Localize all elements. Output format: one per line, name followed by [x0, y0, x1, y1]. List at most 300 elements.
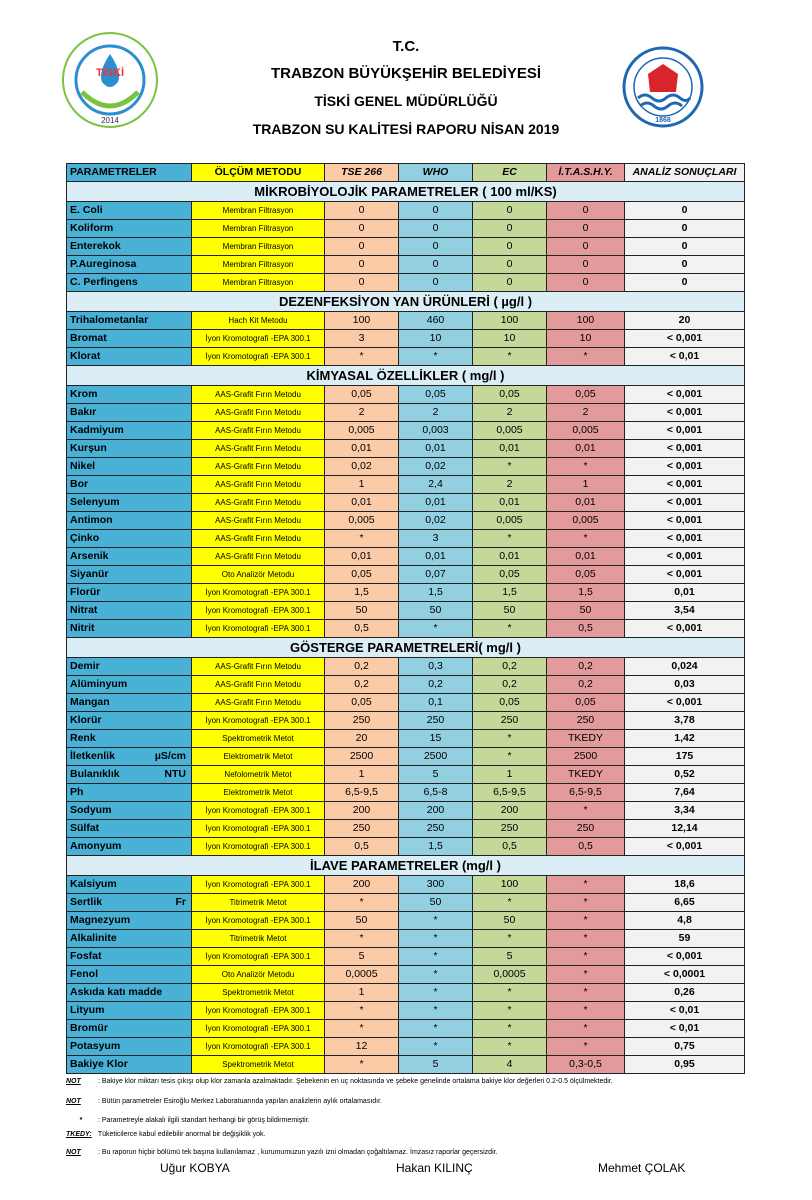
note-label: NOT	[66, 1098, 81, 1105]
tse-cell: 0	[325, 238, 399, 256]
parameter-cell	[67, 530, 192, 548]
parameter-cell	[67, 476, 192, 494]
parameter-cell	[67, 712, 192, 730]
parameter-cell	[67, 838, 192, 856]
column-header: ÖLÇÜM METODU	[192, 164, 325, 182]
result-cell: 20	[625, 312, 745, 330]
method-cell: İyon Kromotografi -EPA 300.1	[192, 584, 325, 602]
who-cell: 0,05	[399, 386, 473, 404]
who-cell: 5	[399, 766, 473, 784]
parameter-name: Sertlik	[70, 896, 103, 908]
who-cell: *	[399, 912, 473, 930]
result-cell: < 0,001	[625, 404, 745, 422]
parameter-name: Bor	[70, 478, 89, 490]
method-cell: Oto Analizör Metodu	[192, 566, 325, 584]
itashy-cell: 0,5	[547, 620, 625, 638]
note-label: TKEDY:	[66, 1131, 92, 1138]
result-cell: 18,6	[625, 876, 745, 894]
table-row	[67, 548, 745, 566]
result-cell: 3,54	[625, 602, 745, 620]
result-cell: 0,52	[625, 766, 745, 784]
method-cell: Membran Filtrasyon	[192, 220, 325, 238]
parameter-name: Sodyum	[70, 804, 112, 816]
parameter-name: Sülfat	[70, 822, 100, 834]
result-cell: 7,64	[625, 784, 745, 802]
parameter-cell	[67, 912, 192, 930]
parameter-cell	[67, 494, 192, 512]
column-header: PARAMETRELER	[67, 164, 192, 182]
itashy-cell: *	[547, 1002, 625, 1020]
who-cell: 0,01	[399, 548, 473, 566]
ec-cell: *	[473, 530, 547, 548]
method-cell: AAS-Grafit Fırın Metodu	[192, 676, 325, 694]
parameter-name: Askıda katı madde	[70, 986, 163, 998]
itashy-cell: 0,01	[547, 440, 625, 458]
parameter-name: Enterekok	[70, 240, 121, 252]
logo-left-name: TİSKİ	[95, 67, 125, 79]
parameter-unit: µS/cm	[154, 750, 186, 762]
result-cell: < 0,001	[625, 494, 745, 512]
ec-cell: 250	[473, 712, 547, 730]
who-cell: 1,5	[399, 584, 473, 602]
tse-cell: 0,05	[325, 386, 399, 404]
result-cell: < 0,001	[625, 476, 745, 494]
who-cell: 0,01	[399, 440, 473, 458]
who-cell: 460	[399, 312, 473, 330]
who-cell: 15	[399, 730, 473, 748]
section-title: MİKROBİYOLOJİK PARAMETRELER ( 100 ml/KS)	[67, 182, 745, 202]
method-cell: AAS-Grafit Fırın Metodu	[192, 694, 325, 712]
who-cell: 250	[399, 820, 473, 838]
ec-cell: 0,2	[473, 658, 547, 676]
itashy-cell: 0,05	[547, 566, 625, 584]
itashy-cell: 2	[547, 404, 625, 422]
tse-cell: 0,02	[325, 458, 399, 476]
ec-cell: 0,01	[473, 548, 547, 566]
table-row	[67, 730, 745, 748]
parameter-cell	[67, 676, 192, 694]
method-cell: İyon Kromotografi -EPA 300.1	[192, 876, 325, 894]
signature-3: Mehmet ÇOLAK	[598, 1161, 686, 1175]
note-label: NOT	[66, 1149, 81, 1156]
itashy-cell: 0,2	[547, 676, 625, 694]
tse-cell: 2500	[325, 748, 399, 766]
ec-cell: 0,05	[473, 566, 547, 584]
table-row	[67, 1056, 745, 1074]
table-row	[67, 694, 745, 712]
result-cell: 59	[625, 930, 745, 948]
tse-cell: 1,5	[325, 584, 399, 602]
ec-cell: *	[473, 730, 547, 748]
parameter-cell	[67, 1056, 192, 1074]
parameter-unit: NTU	[164, 768, 186, 780]
result-cell: 4,8	[625, 912, 745, 930]
tse-cell: 250	[325, 712, 399, 730]
parameter-cell	[67, 440, 192, 458]
parameter-name: Krom	[70, 388, 98, 400]
ec-cell: *	[473, 458, 547, 476]
parameter-cell	[67, 1038, 192, 1056]
parameter-name: Alkalinite	[70, 932, 117, 944]
ec-cell: 10	[473, 330, 547, 348]
ec-cell: *	[473, 1020, 547, 1038]
ec-cell: 0,005	[473, 422, 547, 440]
result-cell: < 0,01	[625, 348, 745, 366]
result-cell: < 0,001	[625, 566, 745, 584]
table-row	[67, 602, 745, 620]
ec-cell: 6,5-9,5	[473, 784, 547, 802]
parameter-name: Nitrit	[70, 622, 95, 634]
parameter-cell	[67, 766, 192, 784]
itashy-cell: 0	[547, 256, 625, 274]
method-cell: Oto Analizör Metodu	[192, 966, 325, 984]
result-cell: < 0,001	[625, 948, 745, 966]
parameter-name: Klorür	[70, 714, 102, 726]
ec-cell: 0,005	[473, 512, 547, 530]
ec-cell: *	[473, 348, 547, 366]
header-line-1: T.C.	[392, 38, 420, 55]
parameter-name: Kurşun	[70, 442, 107, 454]
note-line	[66, 1149, 498, 1156]
tse-cell: 20	[325, 730, 399, 748]
method-cell: Hach Kit Metodu	[192, 312, 325, 330]
parameter-cell	[67, 802, 192, 820]
itashy-cell: 0,2	[547, 658, 625, 676]
ec-cell: 4	[473, 1056, 547, 1074]
tse-cell: 6,5-9,5	[325, 784, 399, 802]
parameter-name: Florür	[70, 586, 101, 598]
column-header: WHO	[399, 164, 473, 182]
note-line	[66, 1098, 382, 1105]
method-cell: Membran Filtrasyon	[192, 256, 325, 274]
itashy-cell: *	[547, 802, 625, 820]
itashy-cell: 2500	[547, 748, 625, 766]
result-cell: 0	[625, 220, 745, 238]
tse-cell: 250	[325, 820, 399, 838]
who-cell: *	[399, 1020, 473, 1038]
itashy-cell: 10	[547, 330, 625, 348]
result-cell: < 0,001	[625, 386, 745, 404]
table-row	[67, 894, 745, 912]
tse-cell: 0,005	[325, 512, 399, 530]
table-row	[67, 494, 745, 512]
parameter-name: Çinko	[70, 532, 100, 544]
who-cell: 0,01	[399, 494, 473, 512]
parameter-name: Lityum	[70, 1004, 105, 1016]
table-row	[67, 876, 745, 894]
column-header: İ.T.A.S.H.Y.	[547, 164, 625, 182]
itashy-cell: 0,01	[547, 494, 625, 512]
header-line-2: TRABZON BÜYÜKŞEHİR BELEDİYESİ	[270, 65, 542, 82]
who-cell: 2,4	[399, 476, 473, 494]
table-row	[67, 404, 745, 422]
section-header-row	[67, 638, 745, 658]
who-cell: *	[399, 620, 473, 638]
parameter-cell	[67, 566, 192, 584]
method-cell: İyon Kromotografi -EPA 300.1	[192, 1038, 325, 1056]
parameter-name: Kadmiyum	[70, 424, 124, 436]
itashy-cell: 0,005	[547, 512, 625, 530]
table-row	[67, 966, 745, 984]
ec-cell: *	[473, 620, 547, 638]
parameter-name: Mangan	[70, 696, 110, 708]
result-cell: 0,03	[625, 676, 745, 694]
parameter-cell	[67, 658, 192, 676]
result-cell: < 0,01	[625, 1002, 745, 1020]
table-row	[67, 948, 745, 966]
itashy-cell: 0	[547, 202, 625, 220]
parameter-name: Arsenik	[70, 550, 109, 562]
parameter-cell	[67, 602, 192, 620]
result-cell: 3,34	[625, 802, 745, 820]
parameter-name: Amonyum	[70, 840, 122, 852]
tse-cell: 2	[325, 404, 399, 422]
tse-cell: 0,2	[325, 676, 399, 694]
who-cell: 0	[399, 238, 473, 256]
result-cell: 0,26	[625, 984, 745, 1002]
tse-cell: 0,01	[325, 440, 399, 458]
itashy-cell: 250	[547, 820, 625, 838]
report-title: TRABZON SU KALİTESİ RAPORU NİSAN 2019	[252, 121, 560, 137]
result-cell: < 0,001	[625, 838, 745, 856]
parameter-name: Trihalometanlar	[70, 314, 149, 326]
parameter-cell	[67, 330, 192, 348]
table-row	[67, 838, 745, 856]
method-cell: Membran Filtrasyon	[192, 202, 325, 220]
method-cell: AAS-Grafit Fırın Metodu	[192, 440, 325, 458]
section-title: DEZENFEKSİYON YAN ÜRÜNLERİ ( µg/l )	[67, 292, 745, 312]
itashy-cell: 100	[547, 312, 625, 330]
parameter-name: Bromür	[70, 1022, 108, 1034]
parameter-name: Selenyum	[70, 496, 120, 508]
parameter-name: Alüminyum	[70, 678, 128, 690]
parameter-cell	[67, 820, 192, 838]
tse-cell: 0	[325, 202, 399, 220]
parameter-name: Renk	[70, 732, 96, 744]
parameter-name: Bromat	[70, 332, 107, 344]
who-cell: 200	[399, 802, 473, 820]
parameter-cell	[67, 948, 192, 966]
tse-cell: 0,2	[325, 658, 399, 676]
table-row	[67, 930, 745, 948]
tse-cell: 0,05	[325, 694, 399, 712]
method-cell: AAS-Grafit Fırın Metodu	[192, 476, 325, 494]
table-row	[67, 712, 745, 730]
who-cell: 0	[399, 220, 473, 238]
ec-cell: 2	[473, 404, 547, 422]
table-row	[67, 766, 745, 784]
itashy-cell: 1	[547, 476, 625, 494]
note-text: : Parametreyle alakalı ilgili standart herhangi bir görüş bildirmemiştir.	[97, 1117, 310, 1124]
ec-cell: 1	[473, 766, 547, 784]
who-cell: 0,2	[399, 676, 473, 694]
who-cell: 2500	[399, 748, 473, 766]
method-cell: AAS-Grafit Fırın Metodu	[192, 512, 325, 530]
result-cell: 0	[625, 274, 745, 292]
parameter-name: Koliform	[70, 222, 114, 234]
itashy-cell: *	[547, 930, 625, 948]
tse-cell: 1	[325, 984, 399, 1002]
ec-cell: *	[473, 894, 547, 912]
parameter-name: Ph	[70, 786, 84, 798]
parameter-cell	[67, 220, 192, 238]
itashy-cell: 0,05	[547, 386, 625, 404]
tse-cell: *	[325, 930, 399, 948]
tiski-logo-icon	[60, 30, 160, 130]
ec-cell: 0,05	[473, 386, 547, 404]
table-row	[67, 620, 745, 638]
itashy-cell: *	[547, 348, 625, 366]
tse-cell: 0,0005	[325, 966, 399, 984]
who-cell: 1,5	[399, 838, 473, 856]
parameter-cell	[67, 312, 192, 330]
parameter-cell	[67, 422, 192, 440]
parameter-cell	[67, 202, 192, 220]
itashy-cell: 0,01	[547, 548, 625, 566]
tse-cell: 0,5	[325, 838, 399, 856]
note-line	[66, 1117, 310, 1124]
parameter-name: Bakır	[70, 406, 97, 418]
table-row	[67, 658, 745, 676]
ec-cell: 0	[473, 220, 547, 238]
tse-cell: 0,01	[325, 494, 399, 512]
tse-cell: 0	[325, 274, 399, 292]
note-label: NOT	[66, 1078, 81, 1085]
section-title: KİMYASAL ÖZELLİKLER ( mg/l )	[67, 366, 745, 386]
ec-cell: 0,5	[473, 838, 547, 856]
tse-cell: 0,5	[325, 620, 399, 638]
logo-left-year: 2014	[101, 116, 119, 125]
itashy-cell: *	[547, 912, 625, 930]
logo-right-year: 1868	[655, 117, 671, 124]
parameter-name: Demir	[70, 660, 100, 672]
method-cell: Elektrometrik Metot	[192, 748, 325, 766]
table-row	[67, 256, 745, 274]
tse-cell: 0,01	[325, 548, 399, 566]
section-header-row	[67, 292, 745, 312]
parameter-name: Magnezyum	[70, 914, 131, 926]
ec-cell: 250	[473, 820, 547, 838]
method-cell: AAS-Grafit Fırın Metodu	[192, 548, 325, 566]
parameter-cell	[67, 512, 192, 530]
tse-cell: *	[325, 1020, 399, 1038]
table-row	[67, 676, 745, 694]
ec-cell: 1,5	[473, 584, 547, 602]
ec-cell: 0,01	[473, 494, 547, 512]
note-text: : Bakiye klor miktarı tesis çıkışı olup klor zamanla azalmaktadır. Şebekenin en uç noktasında ve şebeke genelinde ortalama bakiye klor değerleri 0.2-0.5 ölçülmektedir.	[97, 1078, 613, 1085]
table-row	[67, 422, 745, 440]
table-row	[67, 912, 745, 930]
section-title: GÖSTERGE PARAMETRELERİ( mg/l )	[67, 638, 745, 658]
itashy-cell: *	[547, 984, 625, 1002]
method-cell: İyon Kromotografi -EPA 300.1	[192, 712, 325, 730]
parameter-cell	[67, 404, 192, 422]
method-cell: AAS-Grafit Fırın Metodu	[192, 530, 325, 548]
table-row	[67, 274, 745, 292]
tse-cell: *	[325, 530, 399, 548]
section-title: İLAVE PARAMETRELER (mg/l )	[67, 856, 745, 876]
itashy-cell: *	[547, 894, 625, 912]
ec-cell: 0	[473, 274, 547, 292]
parameter-name: Nitrat	[70, 604, 98, 616]
table-row	[67, 1002, 745, 1020]
note-text: : Bütün parametreler Esiroğlu Merkez Laboratuarında yapılan analizlerin aylık ortalamasıdır.	[97, 1098, 382, 1105]
itashy-cell: TKEDY	[547, 766, 625, 784]
table-row	[67, 566, 745, 584]
result-cell: 175	[625, 748, 745, 766]
table-row	[67, 348, 745, 366]
parameter-cell	[67, 694, 192, 712]
ec-cell: 0	[473, 256, 547, 274]
itashy-cell: 6,5-9,5	[547, 784, 625, 802]
who-cell: 0	[399, 274, 473, 292]
table-row	[67, 330, 745, 348]
ec-cell: 50	[473, 912, 547, 930]
who-cell: 300	[399, 876, 473, 894]
method-cell: İyon Kromotografi -EPA 300.1	[192, 620, 325, 638]
result-cell: < 0,0001	[625, 966, 745, 984]
parameter-cell	[67, 548, 192, 566]
who-cell: 6,5-8	[399, 784, 473, 802]
result-cell: < 0,001	[625, 422, 745, 440]
method-cell: İyon Kromotografi -EPA 300.1	[192, 1020, 325, 1038]
column-header: ANALİZ SONUÇLARI	[625, 164, 745, 182]
method-cell: İyon Kromotografi -EPA 300.1	[192, 802, 325, 820]
who-cell: 0,3	[399, 658, 473, 676]
ec-cell: 2	[473, 476, 547, 494]
tse-cell: 1	[325, 766, 399, 784]
result-cell: 0,95	[625, 1056, 745, 1074]
table-row	[67, 984, 745, 1002]
itashy-cell: 1,5	[547, 584, 625, 602]
itashy-cell: *	[547, 458, 625, 476]
itashy-cell: *	[547, 966, 625, 984]
tse-cell: *	[325, 894, 399, 912]
itashy-cell: TKEDY	[547, 730, 625, 748]
itashy-cell: 0	[547, 220, 625, 238]
ec-cell: *	[473, 1038, 547, 1056]
ec-cell: 0,01	[473, 440, 547, 458]
method-cell: AAS-Grafit Fırın Metodu	[192, 494, 325, 512]
section-header-row	[67, 856, 745, 876]
result-cell: 0,024	[625, 658, 745, 676]
table-row	[67, 386, 745, 404]
result-cell: 1,42	[625, 730, 745, 748]
parameter-name: Antimon	[70, 514, 113, 526]
method-cell: Spektrometrik Metot	[192, 984, 325, 1002]
tse-cell: 12	[325, 1038, 399, 1056]
method-cell: AAS-Grafit Fırın Metodu	[192, 422, 325, 440]
parameter-cell	[67, 784, 192, 802]
ec-cell: 100	[473, 876, 547, 894]
signature-2: Hakan KILINÇ	[396, 1161, 473, 1175]
result-cell: < 0,001	[625, 694, 745, 712]
signature-1: Uğur KOBYA	[160, 1161, 230, 1175]
ec-cell: 50	[473, 602, 547, 620]
who-cell: 0,07	[399, 566, 473, 584]
tse-cell: 50	[325, 912, 399, 930]
method-cell: Titrimetrik Metot	[192, 930, 325, 948]
who-cell: 0,003	[399, 422, 473, 440]
who-cell: 250	[399, 712, 473, 730]
method-cell: AAS-Grafit Fırın Metodu	[192, 404, 325, 422]
who-cell: 0,02	[399, 512, 473, 530]
note-label: *	[79, 1117, 83, 1124]
parameter-cell	[67, 274, 192, 292]
itashy-cell: 0,3-0,5	[547, 1056, 625, 1074]
method-cell: İyon Kromotografi -EPA 300.1	[192, 330, 325, 348]
parameter-name: Fosfat	[70, 950, 102, 962]
